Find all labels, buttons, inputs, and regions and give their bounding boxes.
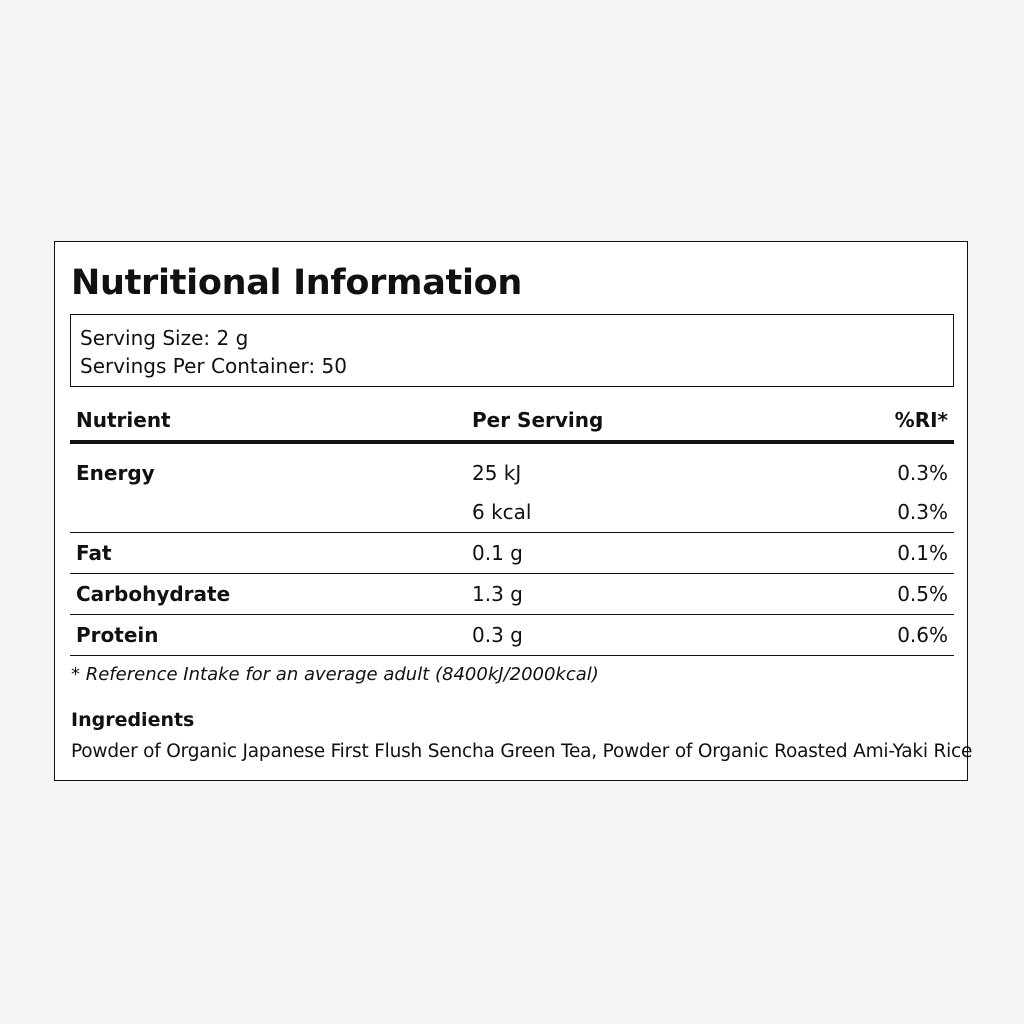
ri-value-kcal: 0.3% [897, 500, 948, 524]
per-serving-value: 0.3 g [472, 623, 523, 647]
label-title: Nutritional Information [71, 263, 523, 303]
table-row-energy [70, 444, 954, 533]
column-header-ri: %RI* [894, 408, 948, 432]
per-serving-value: 1.3 g [472, 582, 523, 606]
table-row-fat [70, 533, 954, 574]
ri-value: 0.3% [897, 461, 948, 485]
ri-value: 0.5% [897, 582, 948, 606]
per-serving-value: 0.1 g [472, 541, 523, 565]
nutrient-name: Carbohydrate [76, 582, 231, 606]
nutrient-name: Fat [76, 541, 112, 565]
servings-per-container: Servings Per Container: 50 [80, 354, 347, 378]
ingredients-heading: Ingredients [71, 709, 195, 731]
reference-intake-footnote: * Reference Intake for an average adult (8400kJ/2000kcal) [71, 664, 599, 685]
serving-info-box [70, 314, 954, 387]
table-row-carbohydrate [70, 574, 954, 615]
table-header [70, 402, 954, 444]
ri-value: 0.1% [897, 541, 948, 565]
nutrient-name: Protein [76, 623, 159, 647]
column-header-nutrient: Nutrient [76, 408, 171, 432]
nutrient-name: Energy [76, 461, 155, 485]
per-serving-value: 25 kJ [472, 461, 522, 485]
nutrition-table [70, 402, 954, 656]
serving-size: Serving Size: 2 g [80, 326, 249, 350]
column-header-per-serving: Per Serving [472, 408, 604, 432]
table-row-protein [70, 615, 954, 656]
ri-value: 0.6% [897, 623, 948, 647]
nutrition-label-panel [54, 241, 973, 781]
per-serving-value-kcal: 6 kcal [472, 500, 532, 524]
ingredients-text: Powder of Organic Japanese First Flush Sencha Green Tea, Powder of Organic Roasted Ami-Yaki Rice [71, 741, 973, 762]
